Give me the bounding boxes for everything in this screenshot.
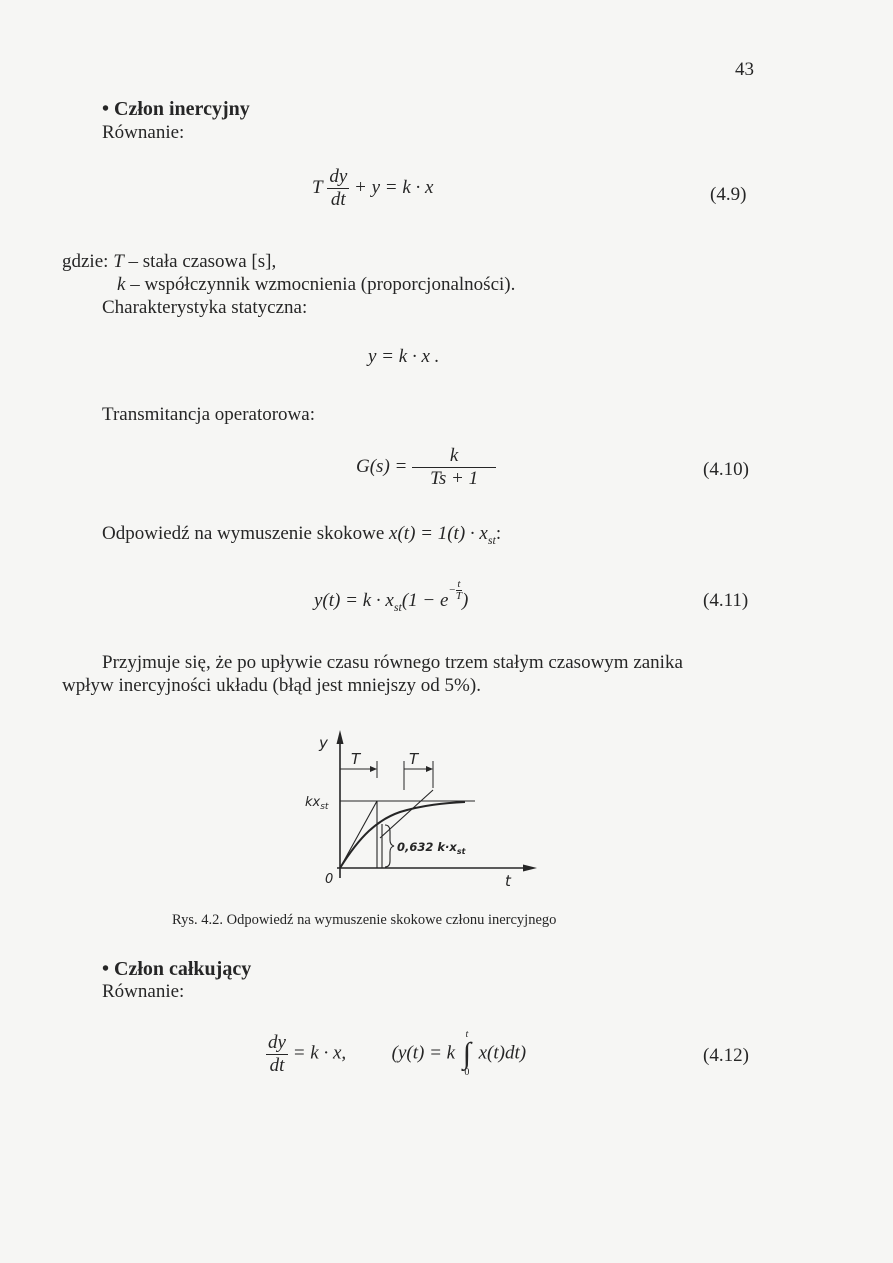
eq-symbol-T: T bbox=[312, 176, 323, 198]
fraction-denominator: dt bbox=[266, 1054, 288, 1077]
figure-caption: Rys. 4.2. Odpowiedź na wymuszenie skokowe członu inercyjnego bbox=[172, 912, 557, 928]
equation-4-11 bbox=[314, 577, 469, 615]
fig-annotation: 0,632 $k\cdot x_{st}$ bbox=[397, 840, 466, 856]
eq-rest: + y = k · x bbox=[354, 176, 434, 198]
where-k-text: – współczynnik wzmocnienia (proporcjonalności). bbox=[125, 274, 516, 295]
eq-rest: = k · x, bbox=[292, 1042, 347, 1064]
fraction-numerator: dy bbox=[268, 1031, 286, 1053]
where-T-text: – stała czasowa [s], bbox=[123, 251, 277, 272]
equation-number-4-10: (4.10) bbox=[703, 459, 749, 480]
fig-origin-label: 0 bbox=[325, 872, 334, 887]
fig-t-label: t bbox=[505, 872, 511, 890]
T1-arrow-head bbox=[370, 766, 377, 772]
eq-mid: (1 − e bbox=[401, 590, 449, 611]
equation-4-9 bbox=[312, 166, 433, 211]
fraction-numerator: k bbox=[449, 445, 459, 466]
eq-paren-lhs: (y(t) = k bbox=[391, 1042, 456, 1064]
integral-upper-limit: t bbox=[465, 1029, 469, 1040]
eq-subscript: st bbox=[393, 599, 402, 614]
step-expression: x(t) = 1(t) · x bbox=[389, 523, 488, 544]
eq-close: ) bbox=[461, 590, 469, 611]
annotation-brace bbox=[385, 825, 394, 867]
equation-label-2: Równanie: bbox=[102, 981, 185, 1002]
eq-integrand: x(t)dt) bbox=[478, 1042, 527, 1064]
equation-label: Równanie: bbox=[102, 122, 185, 143]
where-k-symbol: k bbox=[117, 274, 126, 295]
T2-arrow-head bbox=[426, 766, 433, 772]
fraction-denominator: dt bbox=[327, 188, 349, 211]
fig-T1-label: T bbox=[351, 750, 361, 768]
eq-lhs: G(s) = bbox=[356, 455, 408, 477]
eq-exponent: − $\frac{t}{T}$ bbox=[448, 577, 462, 602]
static-characteristic-label: Charakterystyka statyczna: bbox=[102, 297, 308, 318]
tangent-line-second bbox=[380, 790, 433, 838]
paragraph-line-2: wpływ inercyjności układu (błąd jest mniejszy od 5%). bbox=[62, 675, 481, 696]
paragraph-line-1: Przyjmuje się, że po upływie czasu równego trzem stałym czasowym zanika bbox=[102, 652, 683, 673]
step-response-label bbox=[102, 522, 501, 552]
fig-T2-label: T bbox=[409, 750, 419, 768]
eq-fraction bbox=[412, 445, 496, 490]
fig-y-label: y bbox=[319, 734, 328, 752]
equation-number-4-9: (4.9) bbox=[710, 184, 747, 205]
equation-4-10 bbox=[356, 445, 496, 490]
fig-level-label: $kx_{st}$ bbox=[305, 795, 329, 812]
where-prefix: gdzie: bbox=[62, 251, 109, 272]
section-heading-integrating: • Człon całkujący bbox=[102, 958, 252, 980]
equation-number-4-11: (4.11) bbox=[703, 590, 749, 611]
t-axis-arrow bbox=[523, 865, 537, 872]
eq-fraction-dy-dt bbox=[266, 1032, 288, 1077]
equation-number-4-12: (4.12) bbox=[703, 1045, 749, 1066]
integral-sign: t ∫ 0 bbox=[460, 1030, 474, 1078]
integral-lower-limit: 0 bbox=[464, 1067, 470, 1078]
step-label-text: Odpowiedź na wymuszenie skokowe bbox=[102, 523, 390, 544]
eq-fraction-dy-dt bbox=[327, 166, 349, 211]
where-T-symbol: T bbox=[113, 251, 124, 272]
exponent-denominator: T bbox=[455, 589, 462, 602]
page-number: 43 bbox=[735, 59, 754, 80]
step-subscript: st bbox=[487, 532, 496, 547]
static-equation: y = k · x . bbox=[368, 346, 440, 367]
fraction-numerator: dy bbox=[329, 166, 348, 187]
where-T-line bbox=[62, 250, 276, 273]
transfer-function-label: Transmitancja operatorowa: bbox=[102, 404, 315, 425]
eq-lhs: y(t) = k · x bbox=[314, 590, 394, 611]
y-axis-arrow bbox=[337, 730, 344, 744]
section-heading-inertial: • Człon inercyjny bbox=[102, 98, 250, 120]
step-colon: : bbox=[495, 523, 502, 544]
equation-4-12 bbox=[266, 1030, 526, 1078]
fraction-denominator: Ts + 1 bbox=[412, 467, 496, 490]
step-response-figure bbox=[305, 728, 545, 890]
where-k-line bbox=[117, 273, 515, 296]
exponent-numerator: t bbox=[457, 577, 461, 590]
